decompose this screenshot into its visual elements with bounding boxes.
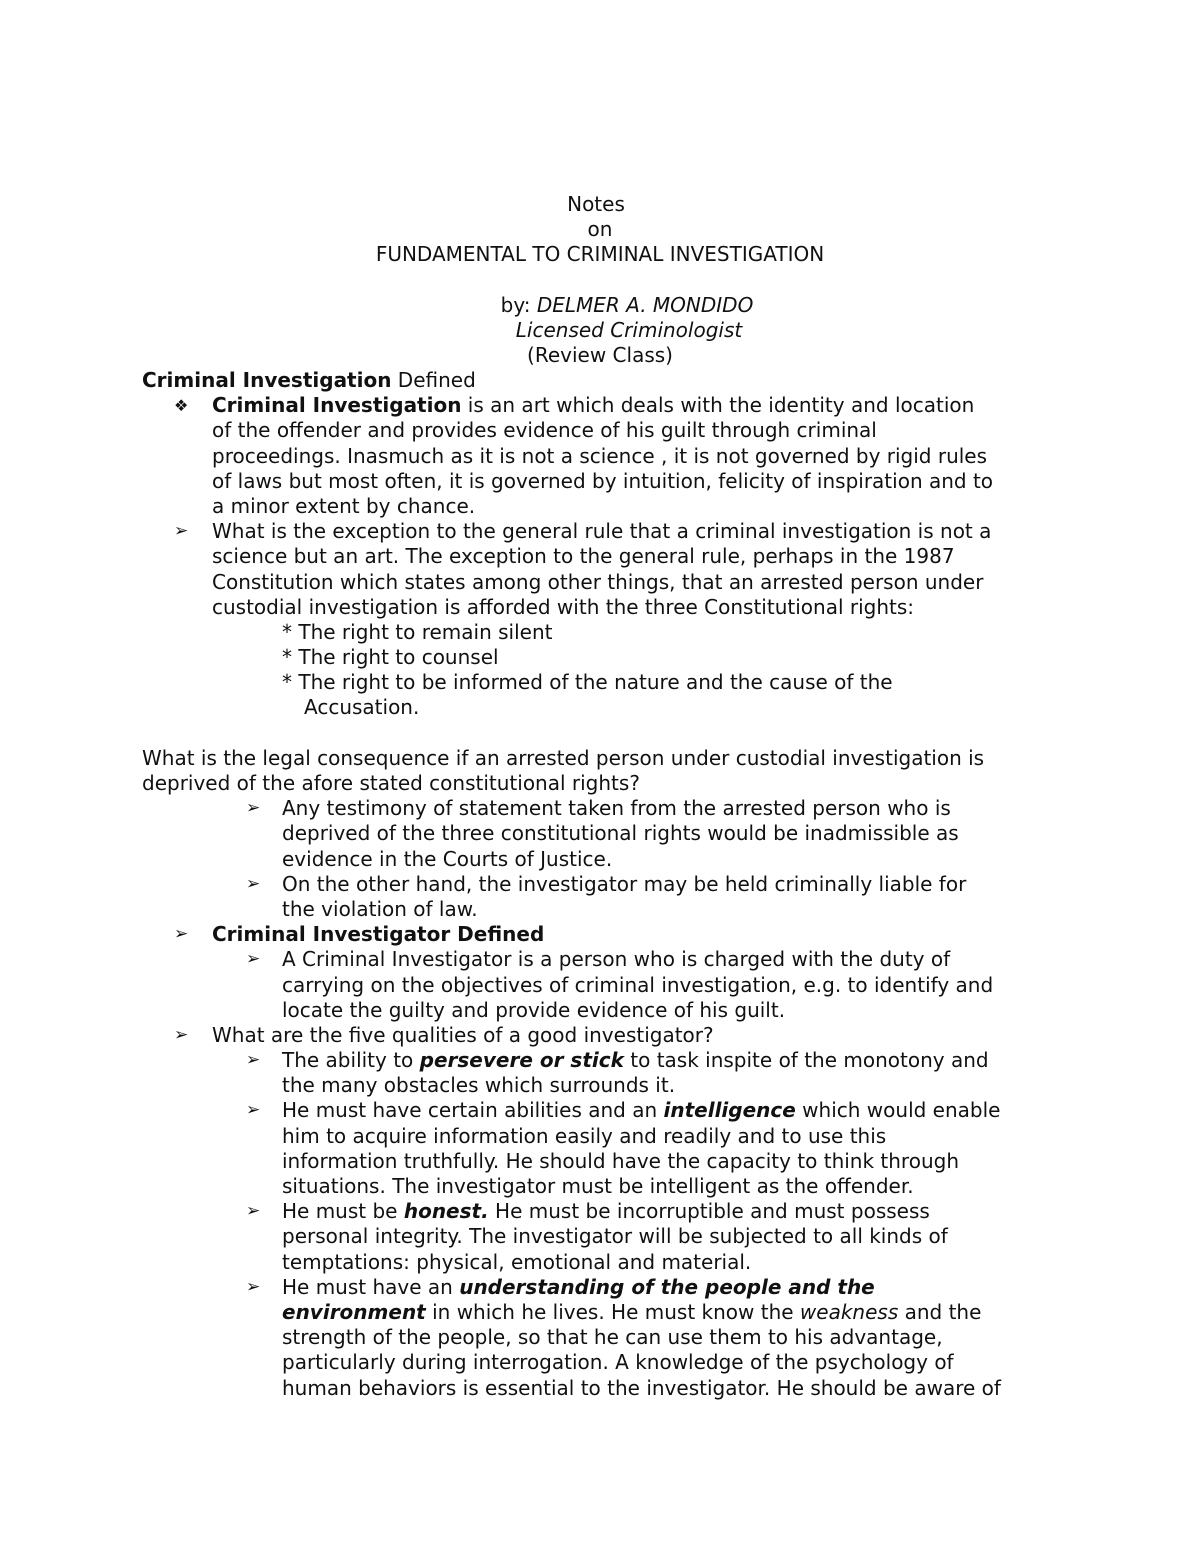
arrow-bullet-icon: ➢ — [174, 1024, 189, 1045]
exception-line: What is the exception to the general rule that a criminal investigation is not a — [212, 519, 992, 544]
right-item: * The right to remain silent — [282, 619, 553, 644]
list-item — [142, 1275, 1072, 1300]
quality-text: He must have an — [282, 1274, 460, 1299]
quality-line: human behaviors is essential to the investigator. He should be aware of — [282, 1375, 1001, 1400]
author-name: DELMER A. MONDIDO — [536, 293, 754, 317]
exception-line: science but an art. The exception to the general rule, perhaps in the 1987 — [212, 544, 955, 569]
list-item — [142, 519, 1072, 544]
quality-text: He must be — [282, 1199, 404, 1224]
def-line: a minor extent by chance. — [212, 493, 476, 518]
question-line: What is the legal consequence if an arrested person under custodial investigation is — [142, 745, 985, 770]
investigator-def-line: carrying on the objectives of criminal investigation, e.g. to identify and — [282, 972, 994, 997]
list-item — [142, 1199, 1072, 1224]
right-item-continuation: Accusation. — [304, 695, 420, 720]
investigator-def-line: A Criminal Investigator is a person who is charged with the duty of — [282, 947, 951, 972]
list-item — [142, 922, 1072, 947]
quality-text: The ability to — [282, 1048, 420, 1073]
title-line-notes: Notes — [567, 192, 625, 216]
quality-text: to task inspite of the monotony and — [623, 1048, 989, 1073]
title-line-on: on — [587, 217, 613, 242]
question-line: deprived of the afore stated constitutional rights? — [142, 771, 640, 795]
arrow-bullet-icon: ➢ — [246, 1100, 261, 1121]
quality-text: and the — [898, 1299, 982, 1324]
list-item — [142, 393, 1072, 418]
arrow-bullet-icon: ➢ — [174, 521, 189, 542]
quality-line: him to acquire information easily and readily and to use this — [282, 1123, 887, 1148]
quality-line: particularly during interrogation. A knowledge of the psychology of — [282, 1350, 954, 1375]
list-item — [142, 947, 1072, 972]
right-item: * The right to be informed of the nature and the cause of the — [282, 670, 893, 695]
quality-text: which would enable — [795, 1098, 1001, 1123]
answer-line: deprived of the three constitutional rights would be inadmissible as — [282, 821, 959, 846]
diamond-bullet-icon: ❖ — [174, 396, 189, 416]
answer-line: evidence in the Courts of Justice. — [282, 846, 613, 871]
arrow-bullet-icon: ➢ — [174, 924, 189, 945]
quality-text: in which he lives. He must know the — [425, 1299, 800, 1324]
quality-line: information truthfully. He should have the capacity to think through — [282, 1148, 960, 1173]
heading-bold-part: Criminal Investigation — [142, 368, 392, 392]
quality-line: strength of the people, so that he can use them to his advantage, — [282, 1325, 943, 1350]
quality-line: the many obstacles which surrounds it. — [282, 1073, 676, 1098]
list-item — [142, 1048, 1072, 1073]
quality-text: He must be incorruptible and must possess — [488, 1199, 930, 1224]
quality-line: situations. The investigator must be intelligent as the offender. — [282, 1174, 914, 1198]
document-title — [0, 192, 1200, 268]
quality-italic: weakness — [799, 1299, 899, 1324]
author-prefix: by: — [500, 293, 537, 317]
author-line — [54, 293, 1200, 318]
author-role: Licensed Criminologist — [515, 318, 743, 343]
quality-emphasis: environment — [282, 1299, 426, 1324]
author-block — [0, 293, 1200, 369]
def-term: Criminal Investigation — [212, 393, 462, 418]
def-line: of laws but most often, it is governed by intuition, felicity of inspiration and to — [212, 468, 994, 493]
def-line: is an art which deals with the identity and location — [461, 393, 975, 418]
quality-emphasis: honest. — [403, 1199, 489, 1224]
investigator-def-line: locate the guilty and provide evidence of his guilt. — [282, 997, 786, 1022]
quality-emphasis: understanding of the people and the — [459, 1274, 875, 1299]
arrow-bullet-icon: ➢ — [246, 949, 261, 970]
arrow-bullet-icon: ➢ — [246, 1201, 261, 1222]
exception-line: Constitution which states among other things, that an arrested person under — [212, 569, 984, 594]
arrow-bullet-icon: ➢ — [246, 1050, 261, 1071]
author-class: (Review Class) — [527, 343, 673, 368]
answer-line: the violation of law. — [282, 896, 478, 921]
arrow-bullet-icon: ➢ — [246, 873, 261, 894]
quality-text: He must have certain abilities and an — [282, 1098, 664, 1123]
quality-emphasis: intelligence — [663, 1098, 796, 1123]
exception-line: custodial investigation is afforded with the three Constitutional rights: — [212, 594, 915, 619]
list-item — [142, 872, 1072, 897]
answer-line: Any testimony of statement taken from the arrested person who is — [282, 796, 951, 821]
right-item: * The right to counsel — [282, 645, 499, 670]
list-item — [142, 1098, 1072, 1123]
list-item — [142, 796, 1072, 821]
title-line-main: FUNDAMENTAL TO CRIMINAL INVESTIGATION — [375, 242, 825, 267]
quality-line: personal integrity. The investigator will be subjected to all kinds of — [282, 1224, 948, 1249]
quality-line — [142, 1300, 1072, 1325]
def-line: of the offender and provides evidence of his guilt through criminal — [212, 418, 877, 443]
section-heading-investigator: Criminal Investigator Defined — [212, 922, 545, 947]
quality-line: temptations: physical, emotional and material. — [282, 1249, 752, 1274]
arrow-bullet-icon: ➢ — [246, 1276, 261, 1297]
answer-line: On the other hand, the investigator may be held criminally liable for — [282, 871, 967, 896]
arrow-bullet-icon: ➢ — [246, 798, 261, 819]
document-body — [142, 368, 1072, 1401]
heading-rest-part: Defined — [391, 368, 476, 392]
def-line: proceedings. Inasmuch as it is not a science , it is not governed by rigid rules — [212, 443, 988, 468]
blank-line — [142, 721, 1072, 746]
section-heading-criminal-investigation — [142, 368, 1072, 393]
quality-emphasis: persevere or stick — [419, 1048, 624, 1073]
qualities-question: What are the five qualities of a good investigator? — [212, 1022, 714, 1047]
list-item — [142, 1023, 1072, 1048]
